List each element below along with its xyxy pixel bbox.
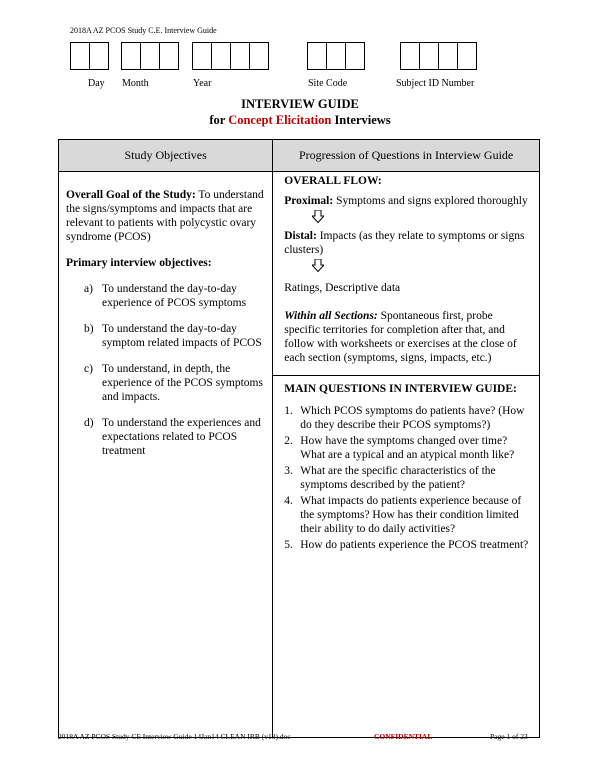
list-item: 1. Which PCOS symptoms do patients have? (How do they describe their PCOS symptoms?) (284, 405, 525, 431)
subject-id-box (400, 42, 420, 70)
day-boxes (70, 42, 109, 70)
subject-id-box (439, 42, 458, 70)
month-boxes (121, 42, 179, 70)
objectives-list (66, 282, 266, 458)
footer-confidential: CONFIDENTIAL (374, 732, 433, 741)
within-sections-text: Within all Sections: Spontaneous first, probe specific territories for completion after that, and follow with worksheets or exercises at the close of each section (symptoms, signs, impacts, etc.) (284, 310, 517, 364)
day-label: Day (88, 78, 105, 89)
year-digit-box (250, 42, 269, 70)
site-code-box (346, 42, 365, 70)
day-digit-box (70, 42, 90, 70)
list-item: 4. What impacts do patients experience because of the symptoms? How has their condition limited their ability to do daily activities? (284, 495, 522, 535)
progression-cell (273, 172, 540, 738)
list-item: d) To understand the experiences and expectations related to PCOS treatment (84, 417, 261, 457)
site-code-box (307, 42, 327, 70)
subject-id-label: Subject ID Number (396, 78, 475, 89)
year-label: Year (193, 78, 212, 89)
footer-page-number: Page 1 of 23 (490, 732, 528, 741)
subject-id-box (420, 42, 439, 70)
footer-filename: 2018A AZ PCOS Study CE Interview Guide 14Jan14 CLEAN IRB (v13).doc (58, 732, 291, 741)
subject-id-box (458, 42, 477, 70)
interview-guide-table (58, 139, 540, 738)
year-digit-box (212, 42, 231, 70)
month-letter-box (141, 42, 160, 70)
year-digit-box (231, 42, 250, 70)
day-digit-box (90, 42, 109, 70)
document-header-title: 2018A AZ PCOS Study C.E. Interview Guide (70, 26, 217, 35)
overall-goal: Overall Goal of the Study: To understand the signs/symptoms and impacts that are relevant to patients with polycystic ovary syndrome (PCOS) (66, 189, 264, 243)
distal-text: Distal: Impacts (as they relate to symptoms or signs clusters) (284, 230, 525, 256)
progression-header: Progression of Questions in Interview Guide (273, 140, 540, 172)
list-item: 5. How do patients experience the PCOS treatment? (284, 539, 529, 551)
year-boxes (192, 42, 269, 70)
month-label: Month (122, 78, 149, 89)
study-objectives-cell (59, 172, 273, 738)
concept-elicitation-highlight: Concept Elicitation (228, 113, 332, 127)
month-letter-box (121, 42, 141, 70)
primary-objectives-heading: Primary interview objectives: (66, 257, 212, 269)
month-letter-box (160, 42, 179, 70)
proximal-text: Proximal: Symptoms and signs explored thoroughly (284, 195, 528, 207)
year-digit-box (192, 42, 212, 70)
guide-title (0, 96, 600, 128)
subject-id-boxes (400, 42, 477, 70)
ratings-text: Ratings, Descriptive data (284, 282, 401, 294)
table-body-row (59, 172, 540, 738)
site-code-label: Site Code (308, 78, 348, 89)
list-item: a) To understand the day-to-day experience of PCOS symptoms (84, 283, 247, 309)
list-item: c) To understand, in depth, the experience of the PCOS symptoms and impacts. (84, 363, 263, 403)
questions-list (284, 404, 531, 552)
guide-title-line1: INTERVIEW GUIDE (241, 97, 359, 111)
down-arrow-icon (312, 210, 324, 223)
study-objectives-header: Study Objectives (59, 140, 273, 172)
main-questions-heading: MAIN QUESTIONS IN INTERVIEW GUIDE: (284, 383, 517, 395)
table-header-row (59, 140, 540, 172)
site-code-box (327, 42, 346, 70)
list-item: 2. How have the symptoms changed over time? What are a typical and an atypical month like? (284, 435, 515, 461)
overall-flow-heading: OVERALL FLOW: (284, 175, 382, 187)
list-item: 3. What are the specific characteristics of the symptoms described by the patient? (284, 465, 496, 491)
section-divider (273, 375, 539, 376)
site-code-boxes (307, 42, 365, 70)
down-arrow-icon (312, 259, 324, 272)
list-item: b) To understand the day-to-day symptom related impacts of PCOS (84, 323, 262, 349)
guide-title-line2: for Concept Elicitation Interviews (209, 113, 391, 127)
